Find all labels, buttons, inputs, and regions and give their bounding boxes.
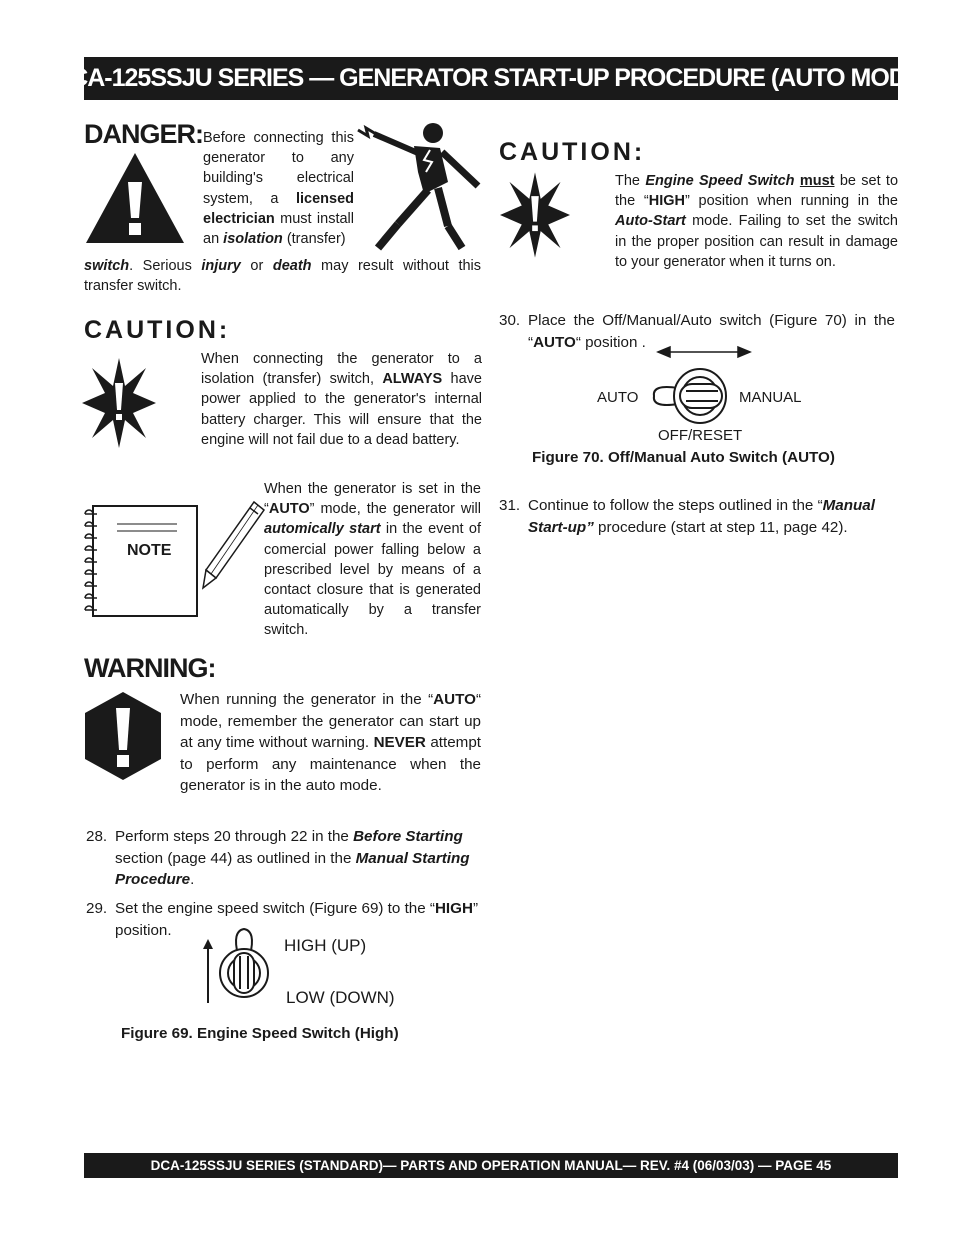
figure-69-caption: Figure 69. Engine Speed Switch (High) <box>121 1025 399 1042</box>
high-up-label: HIGH (UP) <box>284 936 367 955</box>
step-28: 28. Perform steps 20 through 22 in the Before Starting section (page 44) as outlined in the Manual Starting Procedure. <box>86 828 470 888</box>
warning-octagon-icon <box>82 690 164 782</box>
warning-text: When running the generator in the “AUTO“ mode, remember the generator can start up at any time without warning. NEVER attempt to perform any maintenance when the generator is in the auto mode. <box>180 691 481 794</box>
figure-69-diagram <box>198 925 410 1010</box>
low-down-label: LOW (DOWN) <box>286 988 395 1007</box>
figure-70-diagram <box>594 340 810 446</box>
note-label: NOTE <box>127 542 172 559</box>
electric-shock-icon <box>356 120 484 252</box>
note-text: When the generator is set in the “AUTO” mode, the generator will automically start in the event of comercial power falling below a prescribed level by means of a contact closure that is generated automatically by a transfer switch. <box>264 481 481 639</box>
arrow-icon <box>658 347 750 357</box>
arrow-icon <box>203 939 213 1003</box>
pencil-icon <box>200 498 266 590</box>
danger-text-bottom: switch. Serious injury or death may result without this transfer switch. <box>84 258 482 295</box>
danger-heading: DANGER: <box>84 119 203 149</box>
caution-heading: CAUTION: <box>84 316 231 344</box>
warning-heading: WARNING: <box>84 653 216 683</box>
danger-text-top: Before connecting this generator to any building's electrical system, a licensed electrician must install an isolation (transfer) <box>203 130 355 248</box>
off-reset-label: OFF/RESET <box>658 427 743 444</box>
caution-burst-icon-2 <box>500 172 570 258</box>
step-30: 30. Place the Off/Manual/Auto switch (Figure 70) in the “AUTO“ position . <box>499 312 895 351</box>
caution-burst-icon <box>82 358 156 448</box>
danger-triangle-icon <box>83 150 187 246</box>
auto-label: AUTO <box>597 389 639 406</box>
page-footer: DCA-125SSJU SERIES (STANDARD)— PARTS AND OPERATION MANUAL— REV. #4 (06/03/03) — PAGE 45 <box>84 1153 898 1178</box>
manual-label: MANUAL <box>739 389 802 406</box>
caution-text: When connecting the generator to a isolation (transfer) switch, ALWAYS have power applied to the generator's internal battery charger. This will ensure that the engine will not fail due to a dead battery. <box>201 351 482 448</box>
page-title: DCA-125SSJU SERIES — GENERATOR START-UP PROCEDURE (AUTO MODE) <box>84 57 898 100</box>
caution-2-heading: CAUTION: <box>499 138 646 166</box>
toggle-switch-icon <box>220 929 268 997</box>
figure-70-caption: Figure 70. Off/Manual Auto Switch (AUTO) <box>532 449 835 466</box>
step-31: 31. Continue to follow the steps outlined in the “Manual Start-up” procedure (start at step 11, page 42). <box>499 497 875 536</box>
toggle-switch-icon <box>654 369 726 423</box>
step-29: 29. Set the engine speed switch (Figure 69) to the “HIGH” position. <box>86 900 478 939</box>
caution-2-text: The Engine Speed Switch must be set to the “HIGH” position when running in the Auto-Start mode. Failing to set the switch in the proper position can result in damage to your generator when it turns on. <box>615 173 899 270</box>
